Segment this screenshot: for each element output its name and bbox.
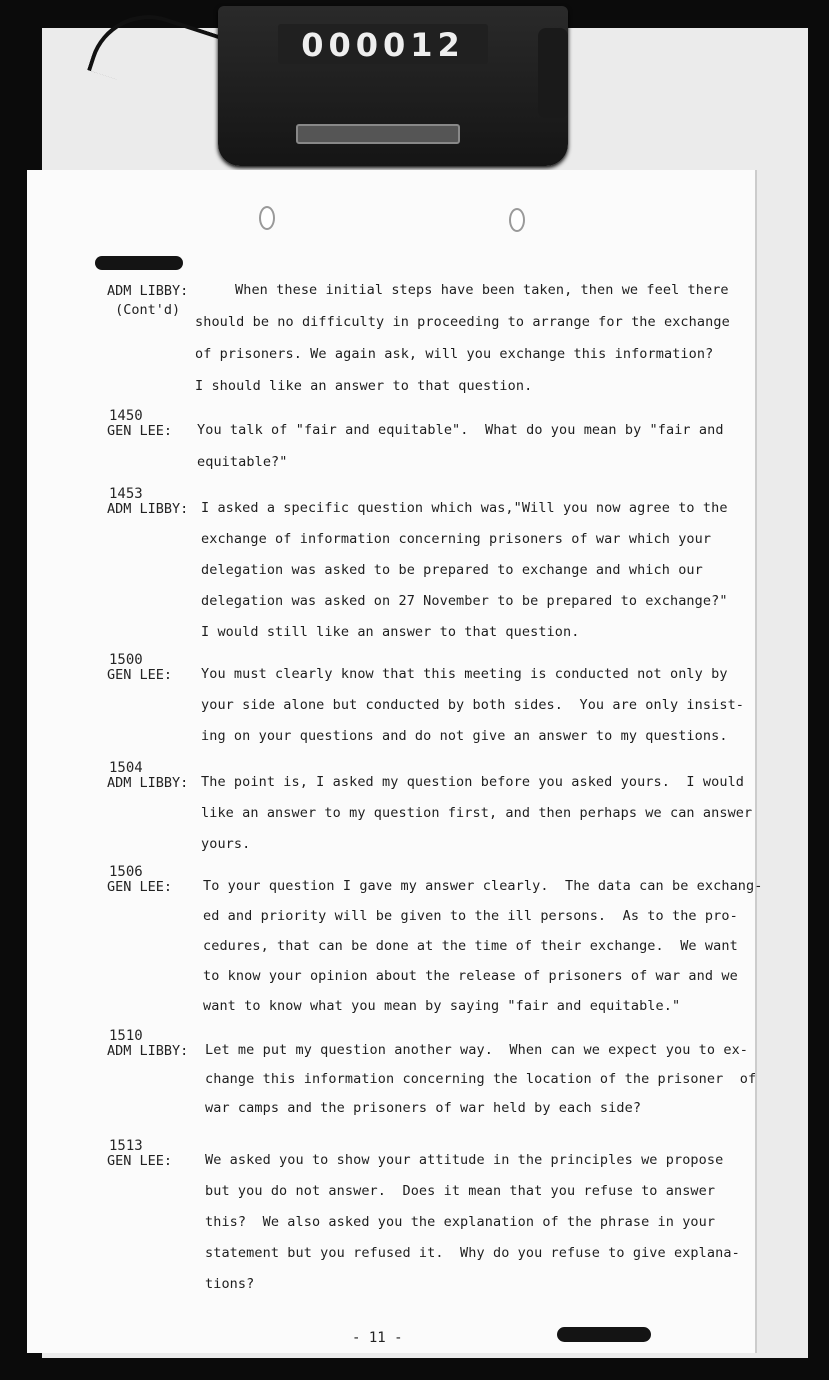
redaction-mark [95, 256, 183, 270]
entry-text-line: cedures, that can be done at the time of their exchange. We want [203, 938, 738, 954]
entry-text-line: I would still like an answer to that question. [201, 624, 580, 640]
counter-window [278, 24, 488, 64]
entry-text-line: this? We also asked you the explanation of the phrase in your [205, 1214, 716, 1230]
entry-text-line: should be no difficulty in proceeding to arrange for the exchange [195, 314, 730, 330]
entry-time: 1513 [109, 1138, 143, 1154]
frame-counter-device [218, 6, 568, 166]
entry-text-line: like an answer to my question first, and then perhaps we can answer [201, 805, 753, 821]
entry-time: 1506 [109, 864, 143, 880]
entry-time: 1510 [109, 1028, 143, 1044]
entry-text-line: delegation was asked to be prepared to exchange and which our [201, 562, 703, 578]
entry-text-line: I asked a specific question which was,"Will you now agree to the [201, 500, 728, 516]
entry-text-line: Let me put my question another way. When can we expect you to ex- [205, 1042, 749, 1058]
entry-speaker: ADM LIBBY: [107, 775, 189, 791]
entry-speaker: ADM LIBBY: (Cont'd) [107, 283, 189, 318]
entry-text-line: ed and priority will be given to the ill persons. As to the pro- [203, 908, 738, 924]
entry-time: 1500 [109, 652, 143, 668]
entry-text-line: equitable?" [197, 454, 288, 470]
entry-text-line: war camps and the prisoners of war held by each side? [205, 1100, 642, 1116]
entry-text-line: statement but you refused it. Why do you refuse to give explana- [205, 1245, 740, 1261]
entry-text-line: You talk of "fair and equitable". What do you mean by "fair and [197, 422, 724, 438]
frame-counter-digits: 000012 [301, 26, 465, 64]
entry-speaker: GEN LEE: [107, 667, 173, 683]
entry-text-line: To your question I gave my answer clearly. The data can be exchang- [203, 878, 763, 894]
entry-speaker: GEN LEE: [107, 1153, 173, 1169]
entry-time: 1504 [109, 760, 143, 776]
entry-text-line: of prisoners. We again ask, will you exchange this information? [195, 346, 714, 362]
entry-text-line: your side alone but conducted by both sides. You are only insist- [201, 697, 745, 713]
punch-hole [259, 206, 275, 230]
entry-text-line: tions? [205, 1276, 255, 1292]
entry-text-line: I should like an answer to that question. [195, 378, 533, 394]
redaction-mark [557, 1327, 651, 1342]
entry-text-line: yours. [201, 836, 251, 852]
entry-time: 1453 [109, 486, 143, 502]
entry-text-line: The point is, I asked my question before you asked yours. I would [201, 774, 745, 790]
entry-text-line: change this information concerning the location of the prisoner of [205, 1071, 757, 1087]
counter-knob [538, 28, 568, 118]
entry-text-line: want to know what you mean by saying "fair and equitable." [203, 998, 681, 1014]
entry-text-line: ing on your questions and do not give an answer to my questions. [201, 728, 728, 744]
entry-text-line: but you do not answer. Does it mean that you refuse to answer [205, 1183, 716, 1199]
entry-speaker: GEN LEE: [107, 423, 173, 439]
entry-text-line: delegation was asked on 27 November to be prepared to exchange?" [201, 593, 728, 609]
counter-plate [296, 124, 460, 144]
entry-text-line: When these initial steps have been taken, then we feel there [235, 282, 729, 298]
punch-hole [509, 208, 525, 232]
entry-speaker: ADM LIBBY: [107, 1043, 189, 1059]
entry-speaker: GEN LEE: [107, 879, 173, 895]
entry-text-line: We asked you to show your attitude in the principles we propose [205, 1152, 724, 1168]
entry-speaker: ADM LIBBY: [107, 501, 189, 517]
entry-text-line: exchange of information concerning prisoners of war which your [201, 531, 712, 547]
document-page [27, 170, 763, 1353]
entry-time: 1450 [109, 408, 143, 424]
entry-text-line: to know your opinion about the release of prisoners of war and we [203, 968, 738, 984]
page-number: - 11 - [352, 1330, 403, 1346]
entry-text-line: You must clearly know that this meeting is conducted not only by [201, 666, 728, 682]
